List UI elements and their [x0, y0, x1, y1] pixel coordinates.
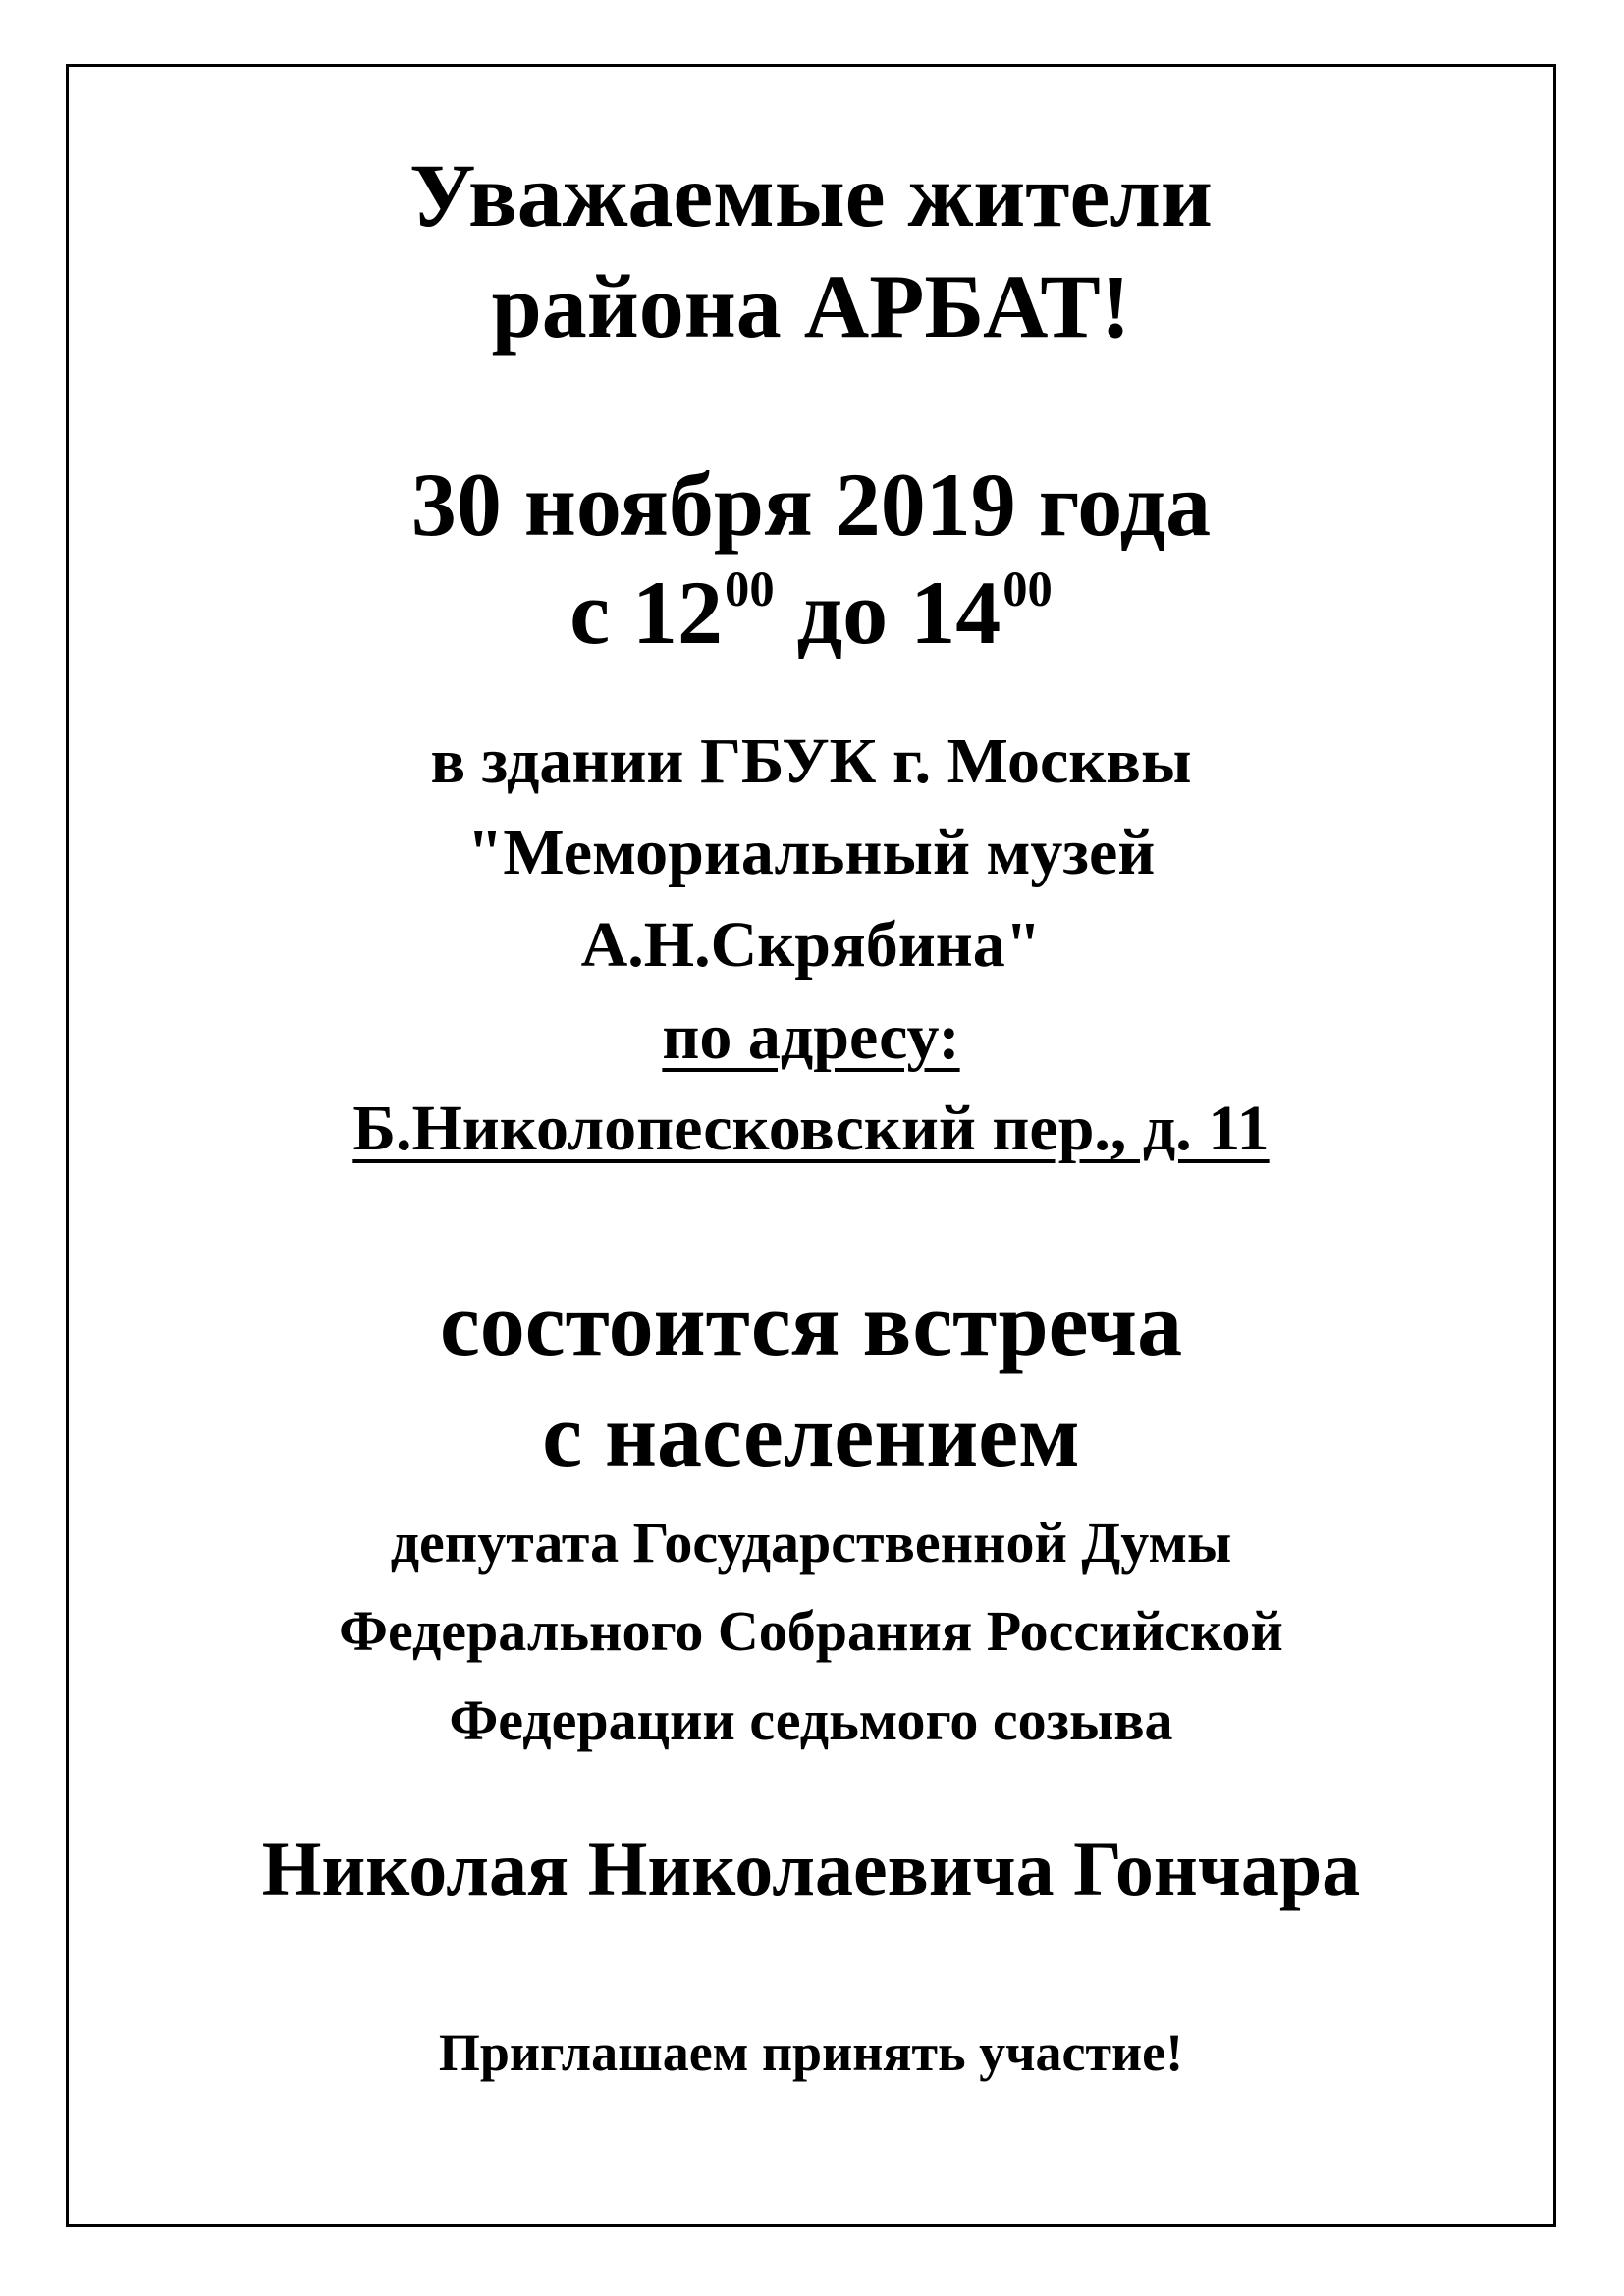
address [69, 1093, 1553, 1164]
time-end-minutes: 00 [1002, 561, 1053, 617]
greeting-line-2: района АРБАТ! [491, 256, 1131, 356]
event-date: 30 ноября 2019 года [410, 454, 1212, 555]
invitation: Приглашаем принять участие! [438, 2023, 1184, 2082]
time-prefix: с [569, 562, 611, 663]
time-start-hour: 12 [632, 562, 724, 663]
deputy-line-2: Федерального Собрания Российской [339, 1599, 1283, 1663]
address-text: Б.Николопесковский пер., д. 11 [352, 1093, 1270, 1164]
event-line-1: состоится встреча [439, 1274, 1183, 1374]
venue-line-1: в здании ГБУК г. Москвы [430, 725, 1192, 797]
greeting-line-1: Уважаемые жители [409, 145, 1213, 245]
event-time [69, 561, 1553, 663]
notice-frame [66, 64, 1556, 2227]
address-label [69, 1001, 1553, 1073]
deputy-name: Николая Николаевича Гончара [261, 1826, 1361, 1911]
deputy-line-3: Федерации седьмого созыва [449, 1688, 1173, 1752]
deputy-line-1: депутата Государственной Думы [390, 1511, 1232, 1575]
time-end-hour: 14 [910, 562, 1001, 663]
event-line-2: с населением [542, 1385, 1080, 1485]
address-label-text: по адресу: [662, 1001, 960, 1073]
time-middle: до [796, 562, 889, 663]
time-start-minutes: 00 [725, 561, 775, 617]
venue-line-2: "Мемориальный музей [466, 817, 1156, 888]
venue-line-3: А.Н.Скрябина" [580, 909, 1042, 981]
